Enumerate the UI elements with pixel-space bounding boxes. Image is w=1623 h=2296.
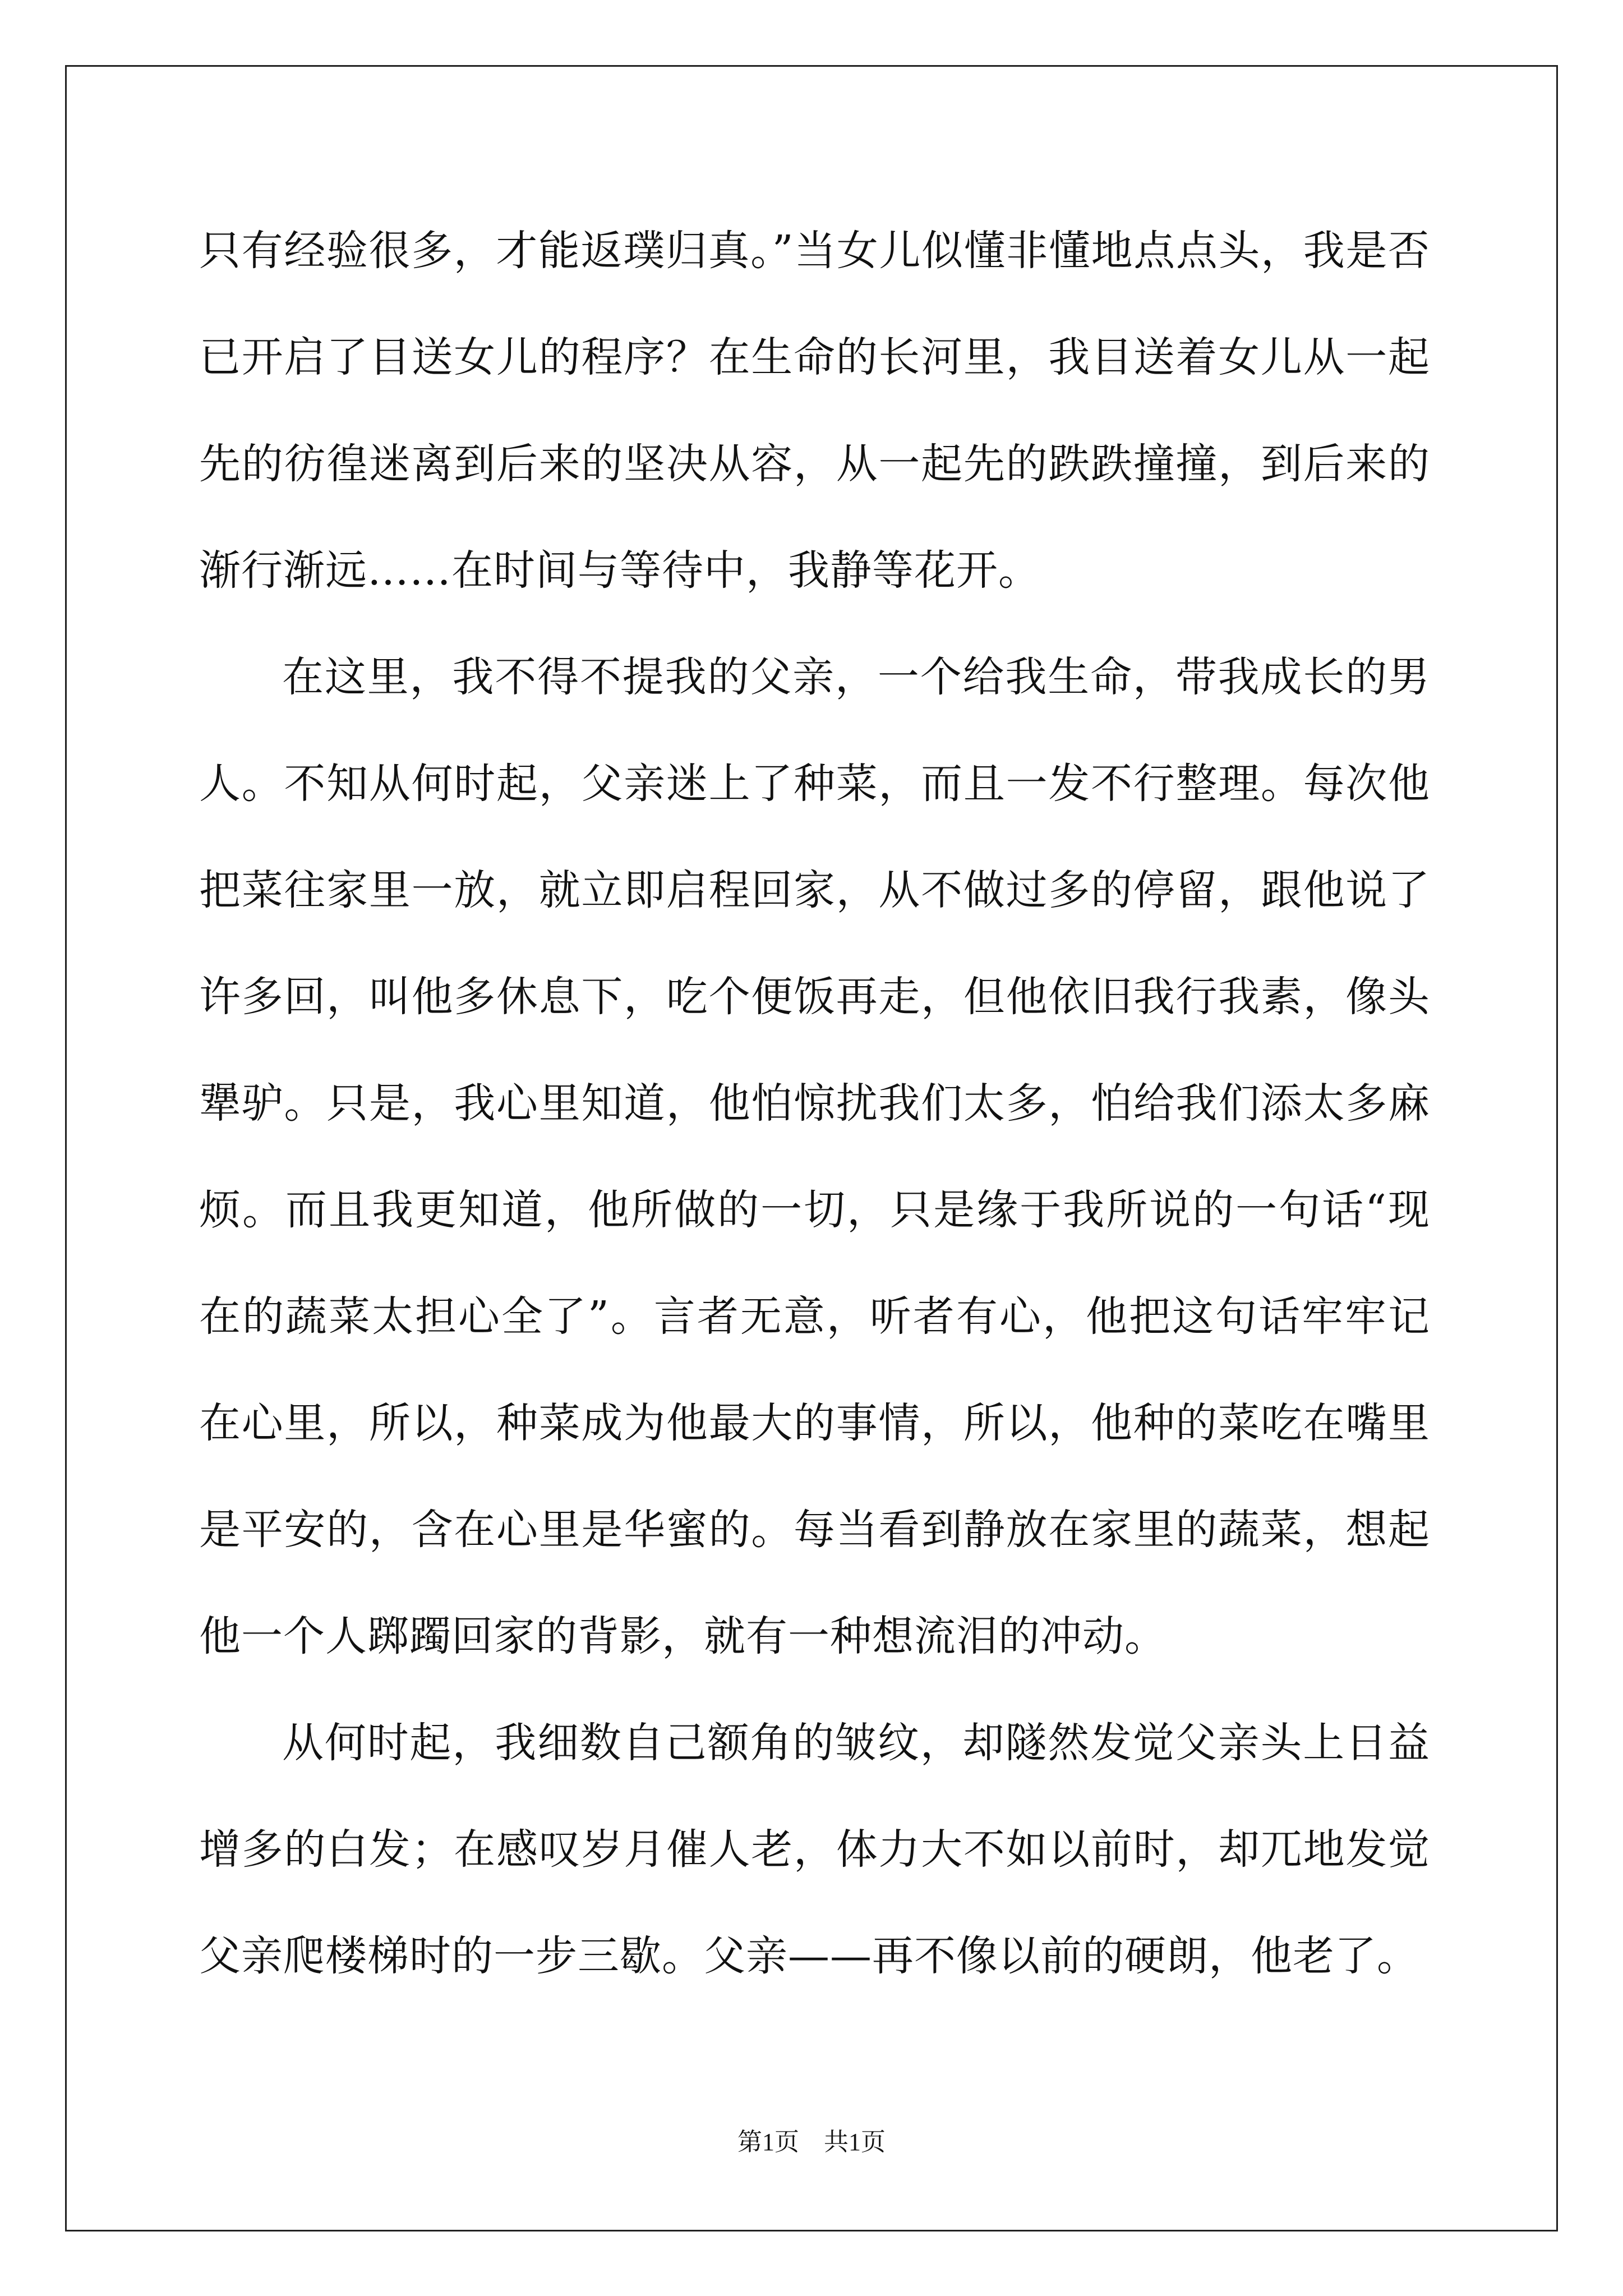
page-total: 共1页	[824, 2128, 886, 2156]
paragraph-3: 从何时起，我细数自己额角的皱纹，却隧然发觉父亲头上日益增多的白发；在感叹岁月催人老，体力大不如以前时，却兀地发觉父亲爬楼梯时的一步三歇。父亲——再不像以前的硬朗，他老了。	[199, 1719, 1430, 1980]
paragraph-1: 只有经验很多，才能返璞归真。”当女儿似懂非懂地点点头，我是否已开启了目送女儿的程序？在生命的长河里，我目送着女儿从一起先的彷徨迷离到后来的坚决从容，从一起先的跌跌撞撞，到后来的渐行渐远……在时间与等待中，我静等花开。	[199, 227, 1430, 595]
page-footer	[0, 2122, 1623, 2157]
paragraph-2: 在这里，我不得不提我的父亲，一个给我生命，带我成长的男人。不知从何时起，父亲迷上了种菜，而且一发不行整理。每次他把菜往家里一放，就立即启程回家，从不做过多的停留，跟他说了许多回，叫他多休息下，吃个便饭再走，但他依旧我行我素，像头犟驴。只是，我心里知道，他怕惊扰我们太多，怕给我们添太多麻烦。而且我更知道，他所做的一切，只是缘于我所说的一句话“现在的蔬菜太担心全了”。言者无意，听者有心，他把这句话牢牢记在心里，所以，种菜成为他最大的事情，所以，他种的菜吃在嘴里是平安的，含在心里是华蜜的。每当看到静放在家里的蔬菜，想起他一个人踯躅回家的背影，就有一种想流泪的冲动。	[199, 653, 1430, 1660]
page-number: 第1页	[737, 2128, 799, 2156]
document-body	[199, 197, 1430, 2009]
